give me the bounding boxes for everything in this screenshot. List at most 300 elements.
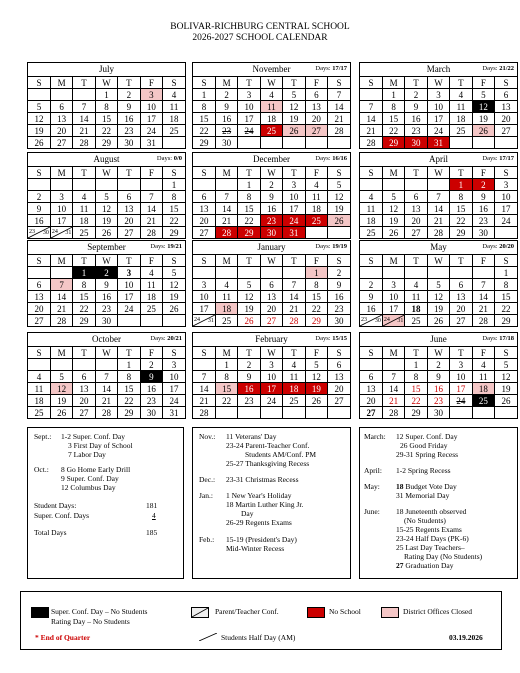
month-days-count: Days: 17/17 xyxy=(482,155,514,162)
day-cell: 8 xyxy=(118,371,140,383)
day-cell xyxy=(50,179,72,191)
day-cell: 24 xyxy=(450,395,472,407)
day-cell: 16 xyxy=(405,113,427,125)
day-cell: 25 xyxy=(405,315,427,327)
day-cell: 1 xyxy=(73,267,95,279)
month-name: September xyxy=(87,242,126,252)
day-cell: 26 xyxy=(305,395,327,407)
day-cell: 10 xyxy=(140,101,162,113)
day-cell: 7 xyxy=(50,279,72,291)
day-cell: 23 xyxy=(118,125,140,137)
day-cell: 8 xyxy=(495,279,517,291)
day-cell: 5 xyxy=(238,279,260,291)
day-cell: 23 xyxy=(140,395,162,407)
month-header xyxy=(28,241,185,255)
day-cell: 4 xyxy=(360,191,382,203)
weekday-label: M xyxy=(382,255,404,267)
day-cell: 22 xyxy=(495,303,517,315)
day-cell: 13 xyxy=(73,383,95,395)
event-line: 181 xyxy=(146,501,158,510)
day-cell: 19 xyxy=(382,215,404,227)
day-cell: 20 xyxy=(50,125,72,137)
day-cell: 14 xyxy=(140,203,162,215)
day-cell: 24 xyxy=(140,125,162,137)
day-cell: 6 xyxy=(305,89,327,101)
day-cell: 22 xyxy=(405,395,427,407)
day-cell: 13 xyxy=(450,291,472,303)
weekday-label: W xyxy=(260,77,282,89)
day-cell: 17 xyxy=(382,303,404,315)
day-cell: 6 xyxy=(260,279,282,291)
day-cell: 10 xyxy=(283,191,305,203)
day-cell: 12 xyxy=(328,191,350,203)
day-cell xyxy=(305,407,327,419)
day-cell: 13 xyxy=(495,101,517,113)
weekday-label: S xyxy=(495,77,517,89)
day-cell: 6 xyxy=(495,89,517,101)
day-cell: 4 xyxy=(215,279,237,291)
month-name: April xyxy=(429,154,448,164)
day-cell: 15 xyxy=(193,113,215,125)
weekday-label: T xyxy=(238,167,260,179)
day-cell: 31 xyxy=(140,137,162,149)
weekday-label: S xyxy=(328,255,350,267)
day-cell: 1 xyxy=(215,359,237,371)
day-cell: 7 xyxy=(95,371,117,383)
day-cell: 26 xyxy=(382,227,404,239)
day-cell: 5 xyxy=(328,179,350,191)
month-name: March xyxy=(426,64,451,74)
day-cell xyxy=(450,137,472,149)
day-cell: 28 xyxy=(50,315,72,327)
day-cell xyxy=(305,227,327,239)
day-cell: 23 30 xyxy=(360,315,382,327)
weekday-label: F xyxy=(305,255,327,267)
event-line: May: xyxy=(364,482,380,491)
day-cell: 13 xyxy=(260,291,282,303)
day-cell xyxy=(495,227,517,239)
day-cell: 24 xyxy=(238,125,260,137)
weekday-label: T xyxy=(118,167,140,179)
day-cell: 1 xyxy=(238,179,260,191)
day-cell: 21 xyxy=(382,395,404,407)
event-line: 15-25 Regents Exams xyxy=(396,525,462,534)
month-name: February xyxy=(255,334,288,344)
day-cell xyxy=(283,137,305,149)
day-cell: 4 xyxy=(450,89,472,101)
day-cell: 11 xyxy=(163,101,185,113)
weekday-label: T xyxy=(283,77,305,89)
day-cell: 14 xyxy=(328,101,350,113)
day-cell: 30 xyxy=(215,137,237,149)
day-cell: 28 xyxy=(193,407,215,419)
day-cell: 21 xyxy=(215,215,237,227)
day-cell: 27 xyxy=(28,315,50,327)
day-cell: 22 xyxy=(382,125,404,137)
event-line: 25 Last Day Teachers– xyxy=(396,543,465,552)
day-cell: 23 xyxy=(427,395,449,407)
day-cell: 26 xyxy=(28,137,50,149)
event-line: Student Days: xyxy=(34,501,77,510)
event-line: 7 Labor Day xyxy=(68,450,106,459)
day-cell: 22 xyxy=(305,303,327,315)
day-cell: 18 xyxy=(28,395,50,407)
month-header xyxy=(28,333,185,347)
day-cell: 22 xyxy=(193,125,215,137)
day-cell: 28 xyxy=(427,227,449,239)
month-header xyxy=(360,153,517,167)
weekday-label: T xyxy=(283,255,305,267)
event-line: Sept.: xyxy=(34,432,52,441)
day-cell xyxy=(382,267,404,279)
day-cell: 16 xyxy=(95,291,117,303)
day-cell: 15 xyxy=(450,203,472,215)
day-cell: 19 xyxy=(495,383,517,395)
day-cell: 1 xyxy=(405,359,427,371)
day-cell xyxy=(215,407,237,419)
day-cell: 24 xyxy=(427,125,449,137)
weekday-label: S xyxy=(28,167,50,179)
day-cell: 13 xyxy=(50,113,72,125)
day-cell: 28 xyxy=(215,227,237,239)
day-cell: 19 xyxy=(427,303,449,315)
day-cell: 17 xyxy=(163,383,185,395)
day-cell: 13 xyxy=(28,291,50,303)
day-cell: 26 xyxy=(495,395,517,407)
day-cell: 7 xyxy=(140,191,162,203)
day-cell xyxy=(495,407,517,419)
day-cell: 4 xyxy=(472,359,494,371)
day-cell: 9 xyxy=(427,371,449,383)
day-cell: 9 xyxy=(472,191,494,203)
day-cell: 5 xyxy=(50,371,72,383)
day-cell: 17 xyxy=(450,383,472,395)
day-cell: 27 xyxy=(405,227,427,239)
day-cell: 22 xyxy=(95,125,117,137)
day-cell: 21 xyxy=(283,303,305,315)
day-cell xyxy=(163,137,185,149)
day-cell: 12 xyxy=(238,291,260,303)
day-cell xyxy=(305,137,327,149)
day-cell: 28 xyxy=(360,137,382,149)
day-cell: 15 xyxy=(238,203,260,215)
day-cell xyxy=(28,267,50,279)
day-cell: 8 xyxy=(238,191,260,203)
day-cell: 8 xyxy=(450,191,472,203)
day-cell: 26 xyxy=(283,125,305,137)
weekday-label: S xyxy=(360,77,382,89)
event-line: 29-31 Spring Recess xyxy=(396,450,459,459)
school-name: BOLIVAR-RICHBURG CENTRAL SCHOOL xyxy=(170,22,350,32)
day-cell: 13 xyxy=(193,203,215,215)
day-cell: 3 xyxy=(238,89,260,101)
day-cell: 7 xyxy=(328,89,350,101)
weekday-label: M xyxy=(382,77,404,89)
day-cell: 18 xyxy=(260,113,282,125)
day-cell: 24 xyxy=(260,395,282,407)
event-line: 3 First Day of School xyxy=(68,441,133,450)
day-cell: 7 xyxy=(283,279,305,291)
day-cell: 16 xyxy=(472,203,494,215)
day-cell: 27 xyxy=(118,227,140,239)
day-cell: 26 xyxy=(50,407,72,419)
day-cell: 10 xyxy=(427,101,449,113)
weekday-label: S xyxy=(163,77,185,89)
weekday-label: T xyxy=(118,347,140,359)
weekday-label: S xyxy=(360,167,382,179)
legend-swatch-no-school xyxy=(307,607,325,618)
day-cell xyxy=(472,407,494,419)
day-cell: 17 xyxy=(260,383,282,395)
day-cell: 15 xyxy=(382,113,404,125)
day-cell: 21 xyxy=(328,113,350,125)
day-cell xyxy=(50,89,72,101)
day-cell: 6 xyxy=(118,191,140,203)
event-line: (No Students) xyxy=(404,516,446,525)
weekday-label: M xyxy=(382,347,404,359)
legend-half-day: Students Half Day (AM) xyxy=(221,633,296,642)
event-line: 1-2 Spring Recess xyxy=(396,466,451,475)
day-cell: 30 xyxy=(140,407,162,419)
day-cell: 8 xyxy=(305,279,327,291)
event-line: 12 Super. Conf. Day xyxy=(396,432,458,441)
day-cell: 22 xyxy=(450,215,472,227)
day-cell: 16 xyxy=(328,291,350,303)
day-cell: 23 30 xyxy=(28,227,50,239)
day-cell: 16 xyxy=(140,383,162,395)
day-cell: 4 xyxy=(163,89,185,101)
day-cell: 23 xyxy=(405,125,427,137)
weekday-label: S xyxy=(193,347,215,359)
day-cell: 3 xyxy=(260,359,282,371)
day-cell: 6 xyxy=(450,279,472,291)
day-cell xyxy=(283,407,305,419)
day-cell: 28 xyxy=(472,315,494,327)
event-line: Nov.: xyxy=(199,432,216,441)
weekday-label: S xyxy=(28,255,50,267)
weekday-label: M xyxy=(215,77,237,89)
day-cell: 9 xyxy=(118,101,140,113)
day-cell: 21 xyxy=(472,303,494,315)
month-days-count: Days: 20/21 xyxy=(150,335,182,342)
event-line: 1 New Year's Holiday xyxy=(226,491,292,500)
weekday-label: F xyxy=(472,347,494,359)
day-cell: 11 xyxy=(215,291,237,303)
weekday-label: S xyxy=(163,255,185,267)
month-july xyxy=(27,62,186,149)
day-cell: 10 xyxy=(193,291,215,303)
day-cell: 30 xyxy=(260,227,282,239)
legend-district-closed: District Offices Closed xyxy=(403,607,473,616)
day-cell: 9 xyxy=(328,279,350,291)
event-line: March: xyxy=(364,432,386,441)
day-cell: 25 xyxy=(140,303,162,315)
legend-swatch-district-closed xyxy=(381,607,399,618)
day-cell: 21 xyxy=(360,125,382,137)
day-cell: 18 xyxy=(215,303,237,315)
day-cell xyxy=(328,407,350,419)
day-cell: 13 xyxy=(118,203,140,215)
day-cell: 25 xyxy=(472,395,494,407)
day-cell: 25 xyxy=(73,227,95,239)
day-cell xyxy=(215,179,237,191)
day-cell: 13 xyxy=(405,203,427,215)
day-cell: 21 xyxy=(73,125,95,137)
day-cell: 19 xyxy=(283,113,305,125)
day-cell: 24 xyxy=(283,215,305,227)
weekday-label: F xyxy=(472,255,494,267)
day-cell: 15 xyxy=(405,383,427,395)
day-cell: 15 xyxy=(73,291,95,303)
day-cell xyxy=(140,315,162,327)
day-cell: 27 xyxy=(305,125,327,137)
day-cell: 19 xyxy=(95,215,117,227)
event-line: 9 Super. Conf. Day xyxy=(61,474,119,483)
weekday-label: W xyxy=(427,167,449,179)
weekday-label: T xyxy=(118,77,140,89)
day-cell: 9 xyxy=(140,371,162,383)
day-cell: 5 xyxy=(163,267,185,279)
day-cell: 3 xyxy=(118,267,140,279)
day-cell: 31 xyxy=(163,407,185,419)
weekday-label: T xyxy=(73,77,95,89)
day-cell: 22 xyxy=(238,215,260,227)
day-cell: 1 xyxy=(495,267,517,279)
day-cell: 4 xyxy=(28,371,50,383)
day-cell: 1 xyxy=(450,179,472,191)
day-cell xyxy=(495,137,517,149)
day-cell: 7 xyxy=(193,371,215,383)
day-cell: 20 xyxy=(360,395,382,407)
day-cell: 21 xyxy=(193,395,215,407)
day-cell: 19 xyxy=(163,291,185,303)
day-cell: 25 xyxy=(260,125,282,137)
month-march xyxy=(359,62,518,149)
events-box-spring xyxy=(359,427,518,579)
day-cell: 21 xyxy=(50,303,72,315)
day-cell: 29 xyxy=(450,227,472,239)
weekday-label: T xyxy=(238,77,260,89)
day-cell xyxy=(283,267,305,279)
day-cell: 17 xyxy=(427,113,449,125)
weekday-label: T xyxy=(118,255,140,267)
weekday-label: S xyxy=(193,77,215,89)
day-cell: 6 xyxy=(28,279,50,291)
weekday-label: W xyxy=(95,255,117,267)
weekday-label: M xyxy=(215,347,237,359)
day-cell: 18 xyxy=(472,383,494,395)
day-cell: 26 xyxy=(163,303,185,315)
day-cell xyxy=(405,267,427,279)
month-header xyxy=(193,333,350,347)
day-cell: 5 xyxy=(283,89,305,101)
weekday-label: T xyxy=(405,255,427,267)
day-cell: 6 xyxy=(50,101,72,113)
event-line: 18 Juneteenth observed xyxy=(396,507,467,516)
day-cell: 25 xyxy=(305,215,327,227)
month-name: August xyxy=(93,154,120,164)
day-cell: 1 xyxy=(305,267,327,279)
weekday-label: T xyxy=(73,167,95,179)
day-cell: 5 xyxy=(95,191,117,203)
month-august xyxy=(27,152,186,239)
day-cell: 5 xyxy=(427,279,449,291)
month-header xyxy=(193,63,350,77)
weekday-label: T xyxy=(283,167,305,179)
weekday-label: F xyxy=(305,77,327,89)
day-cell xyxy=(193,267,215,279)
day-cell xyxy=(328,227,350,239)
weekday-label: M xyxy=(50,347,72,359)
weekday-label: F xyxy=(472,167,494,179)
day-cell: 7 xyxy=(360,101,382,113)
day-cell: 8 xyxy=(95,101,117,113)
day-cell: 27 xyxy=(450,315,472,327)
day-cell: 19 xyxy=(50,395,72,407)
weekday-label: S xyxy=(360,255,382,267)
day-cell xyxy=(28,179,50,191)
day-cell: 28 xyxy=(283,315,305,327)
month-days-count: Days: 0/0 xyxy=(156,155,182,162)
revision-date: 03.19.2026 xyxy=(449,633,483,642)
weekday-label: T xyxy=(450,77,472,89)
weekday-label: M xyxy=(215,167,237,179)
day-cell xyxy=(260,137,282,149)
day-cell: 10 xyxy=(495,191,517,203)
day-cell: 20 xyxy=(450,303,472,315)
day-cell: 2 xyxy=(472,179,494,191)
event-line: 185 xyxy=(146,528,158,537)
day-cell: 10 xyxy=(118,279,140,291)
day-cell: 11 xyxy=(260,101,282,113)
day-cell: 25 xyxy=(163,125,185,137)
day-cell xyxy=(427,267,449,279)
day-cell: 4 xyxy=(405,279,427,291)
day-cell: 12 xyxy=(305,371,327,383)
day-cell: 20 xyxy=(260,303,282,315)
day-cell: 20 xyxy=(328,383,350,395)
day-cell: 12 xyxy=(382,203,404,215)
day-cell: 7 xyxy=(382,371,404,383)
weekday-label: W xyxy=(260,347,282,359)
event-line: 18 Martin Luther King Jr. xyxy=(226,500,304,509)
day-cell: 2 xyxy=(427,359,449,371)
day-cell: 2 xyxy=(28,191,50,203)
month-name: May xyxy=(430,242,447,252)
month-days-count: Days: 17/17 xyxy=(315,65,347,72)
day-cell xyxy=(193,359,215,371)
day-cell: 19 xyxy=(238,303,260,315)
month-header xyxy=(28,153,185,167)
day-cell: 28 xyxy=(73,137,95,149)
day-cell: 29 xyxy=(238,227,260,239)
weekday-label: S xyxy=(495,347,517,359)
legend-swatch-ptc xyxy=(191,607,209,618)
event-line: Oct.: xyxy=(34,465,49,474)
day-cell: 18 xyxy=(140,291,162,303)
weekday-label: T xyxy=(238,347,260,359)
weekday-label: S xyxy=(28,347,50,359)
weekday-label: T xyxy=(405,167,427,179)
day-cell: 11 xyxy=(28,383,50,395)
weekday-label: W xyxy=(260,255,282,267)
day-cell: 19 xyxy=(305,383,327,395)
weekday-label: M xyxy=(215,255,237,267)
weekday-label: F xyxy=(140,77,162,89)
day-cell: 30 xyxy=(427,407,449,419)
event-line: 31 Memorial Day xyxy=(396,491,450,500)
day-cell: 13 xyxy=(360,383,382,395)
